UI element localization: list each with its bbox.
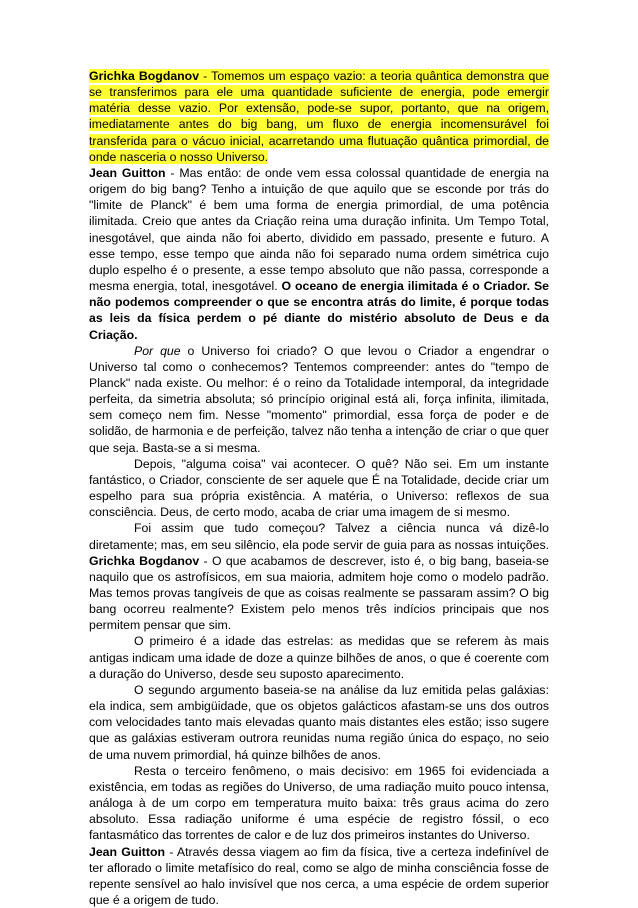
paragraph-age-of-stars: O primeiro é a idade das estrelas: as medidas que se referem às mais antigas indicam uma idade de doze a quinze bilhões de anos, o que é coerente com a duração do Universo, desde seu suposto aparecimento. (89, 633, 549, 681)
speaker-name: Grichka Bogdanov (89, 554, 199, 568)
bold-statement: O oceano de energia ilimitada é o Criador. Se não podemos compreender o que se encontra atrás do limite, é porque todas as leis da física perdem o pé diante do mistério absoluto de Deus e da Criação. (89, 279, 549, 341)
paragraph-bogdanov-intro (89, 68, 549, 165)
paragraph-bogdanov-standard-model (89, 553, 549, 634)
paragraph-text: - Tomemos um espaço vazio: a teoria quântica demonstra que se transferimos para ele uma quantidade suficiente de energia, pode emergir matéria desse vazio. Por extensão, pode-se supor, portanto, que na origem, imediatamente antes do big bang, um fluxo de energia incomensurável foi transferida para o vácuo inicial, acarretando uma flutuação quântica primordial, de onde nasceria o nosso Universo. (89, 69, 549, 164)
paragraph-text: - Através dessa viagem ao fim da física, tive a certeza indefinível de ter aflorado o limite metafísico do real, como se algo de minha consciência fosse de repente sensível ao halo invisível que nos cerca, a uma espécie de ordem superior que é a origem de tudo. (89, 845, 549, 907)
paragraph-guitton-conclusion (89, 844, 549, 908)
speaker-name: Jean Guitton (89, 166, 166, 180)
paragraph-guitton-energy (89, 165, 549, 343)
speaker-name: Grichka Bogdanov (89, 69, 199, 83)
paragraph-text: - Mas então: de onde vem essa colossal quantidade de energia na origem do big bang? Tenho a intuição de que aquilo que se esconde por trás do "limite de Planck" é bem uma forma de energia primordial, de uma potência ilimitada. Creio que antes da Criação reina uma duração infinita. Um Tempo Total, inesgotável, que ainda não foi aberto, dividido em passado, presente e futuro. A esse tempo, esse tempo que ainda não foi separado numa ordem simétrica cujo duplo espelho é o presente, a esse tempo absoluto que não passa, corresponde a mesma energia, total, inesgotável. (89, 166, 549, 293)
paragraph-how-it-began: Foi assim que tudo começou? Talvez a ciência nunca vá dizê-lo diretamente; mas, em seu silêncio, ela pode servir de guia para as nossas intuições. (89, 520, 549, 552)
speaker-name: Jean Guitton (89, 845, 165, 859)
paragraph-galaxy-light: O segundo argumento baseia-se na análise da luz emitida pelas galáxias: ela indica, sem ambigüidade, que os objetos galácticos afastam-se uns dos outros com velocidades tanto mais elevadas quanto mais distantes eles estão; isso sugere que as galáxias estiveram outrora reunidas numa região única do espaço, no seio de uma nuvem primordial, há quinze bilhões de anos. (89, 682, 549, 763)
paragraph-something-happens: Depois, "alguma coisa" vai acontecer. O quê? Não sei. Em um instante fantástico, o Criador, consciente de ser aquele que É na Totalidade, decide criar um espelho para sua própria existência. A matéria, o Universo: reflexos de sua consciência. Deus, de certo modo, acaba de criar uma imagem de si mesmo. (89, 456, 549, 521)
highlighted-passage (89, 69, 549, 164)
paragraph-text: o Universo foi criado? O que levou o Criador a engendrar o Universo tal como o conhecemos? Tentemos compreender: antes do "tempo de Planck" nada existe. Ou melhor: é o reino da Totalidade intemporal, da integridade perfeita, da simetria absoluta; só princípio original está ali, força infinita, ilimitada, sem começo nem fim. Nesse "momento" primordial, essa força de poder e de solidão, de harmonia e de perfeição, talvez não tenha a intenção de criar o que quer que seja. Basta-se a si mesma. (89, 344, 549, 455)
paragraph-text: - O que acabamos de descrever, isto é, o big bang, baseia-se naquilo que os astrofísicos, em sua maioria, admitem hoje como o modelo padrão. Mas temos provas tangíveis de que as coisas realmente se passaram assim? O big bang ocorreu realmente? Existem pelo menos três indícios principais que nos permitem pensar que sim. (89, 554, 549, 633)
italic-phrase: Por que (134, 344, 181, 358)
paragraph-background-radiation: Resta o terceiro fenômeno, o mais decisivo: em 1965 foi evidenciada a existência, em todas as regiões do Universo, de uma radiação muito pouco intensa, análoga à de um corpo em temperatura muito baixa: três graus acima do zero absoluto. Essa radiação uniforme é uma espécie de registro fóssil, o eco fantasmático das torrentes de calor e de luz dos primeiros instantes do Universo. (89, 763, 549, 844)
document-page (89, 68, 549, 908)
paragraph-why-universe (89, 343, 549, 456)
